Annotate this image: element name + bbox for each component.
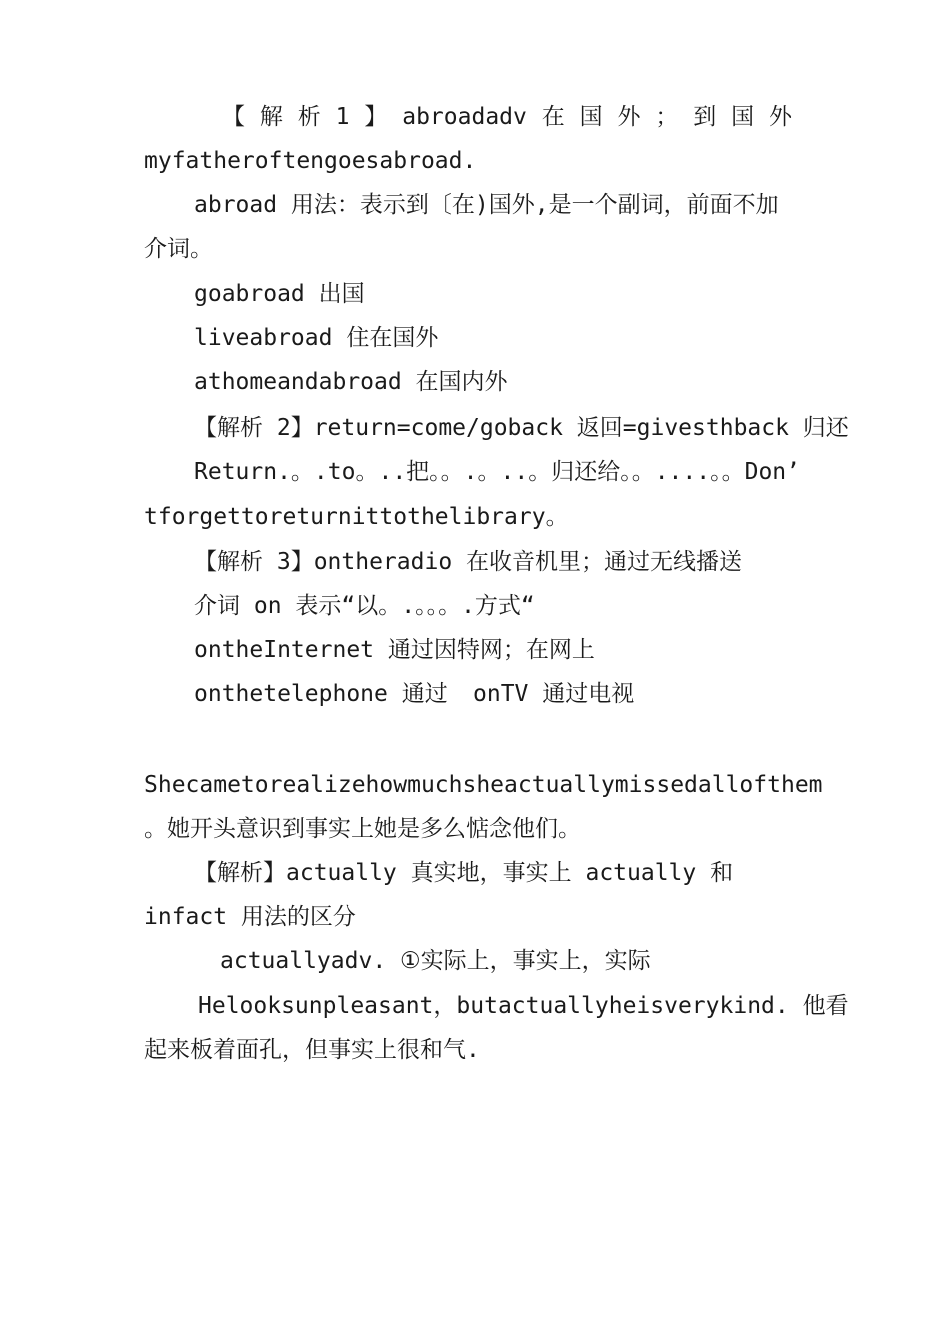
analysis-3-heading: 【解析 3】ontheradio 在收音机里；通过无线播送 — [194, 549, 743, 575]
analysis-4-heading: 【解析】actually 真实地，事实上 actually 和 — [194, 860, 734, 886]
heading-part: 【 — [222, 104, 245, 130]
heading-part: 国 — [731, 104, 755, 130]
analysis-1-example: myfatheroftengoesabroad. — [144, 148, 477, 174]
phrase-line: liveabroad 住在国外 — [194, 325, 439, 351]
analysis-2-heading: 【解析 2】return=come/goback 返回=givesthback 归还 — [194, 415, 849, 441]
analysis-4-heading: infact 用法的区分 — [144, 904, 356, 930]
phrase-line: onTV 通过电视 — [473, 681, 635, 707]
heading-part: 】 — [364, 104, 388, 130]
analysis-2-example: tforgettoreturnittothelibrary。 — [144, 504, 569, 530]
phrase-line: goabroad 出国 — [194, 281, 365, 307]
analysis-2-example: Return.。.to。..把。。.。..。归还给。。....。。Don’ — [194, 459, 800, 485]
definition-line: actuallyadv. ①实际上，事实上，实际 — [220, 948, 651, 974]
heading-part: 到 — [693, 104, 717, 130]
example-line: Helooksunpleasant，butactuallyheisverykind. 他看 — [198, 993, 849, 1019]
usage-line: 介词。 — [144, 236, 213, 262]
analysis-3-note: 介词 on 表示“以。.。。。.方式“ — [194, 593, 535, 619]
heading-part: 解 — [259, 104, 283, 130]
heading-part: 外 — [617, 104, 641, 130]
example-line: 起来板着面孔，但事实上很和气. — [144, 1037, 480, 1063]
sentence-line: Shecametorealizehowmuchsheactuallymissedallofthem — [144, 772, 823, 798]
heading-part: 1 — [335, 104, 350, 130]
heading-part: 外 — [768, 104, 792, 130]
heading-part: abroadadv — [402, 104, 527, 130]
phrase-line: athomeandabroad 在国内外 — [194, 369, 508, 395]
phrase-line: onthetelephone 通过 — [194, 681, 448, 707]
heading-part: 析 — [297, 104, 321, 130]
heading-part: 国 — [579, 104, 603, 130]
sentence-translation: 。她开头意识到事实上她是多么惦念他们。 — [144, 816, 581, 842]
usage-line: abroad 用法：表示到〔在)国外,是一个副词，前面不加 — [194, 192, 779, 218]
phrase-line: ontheInternet 通过因特网；在网上 — [194, 637, 595, 663]
analysis-1-heading — [222, 103, 792, 131]
heading-part: ； — [655, 104, 679, 130]
heading-part: 在 — [541, 104, 565, 130]
